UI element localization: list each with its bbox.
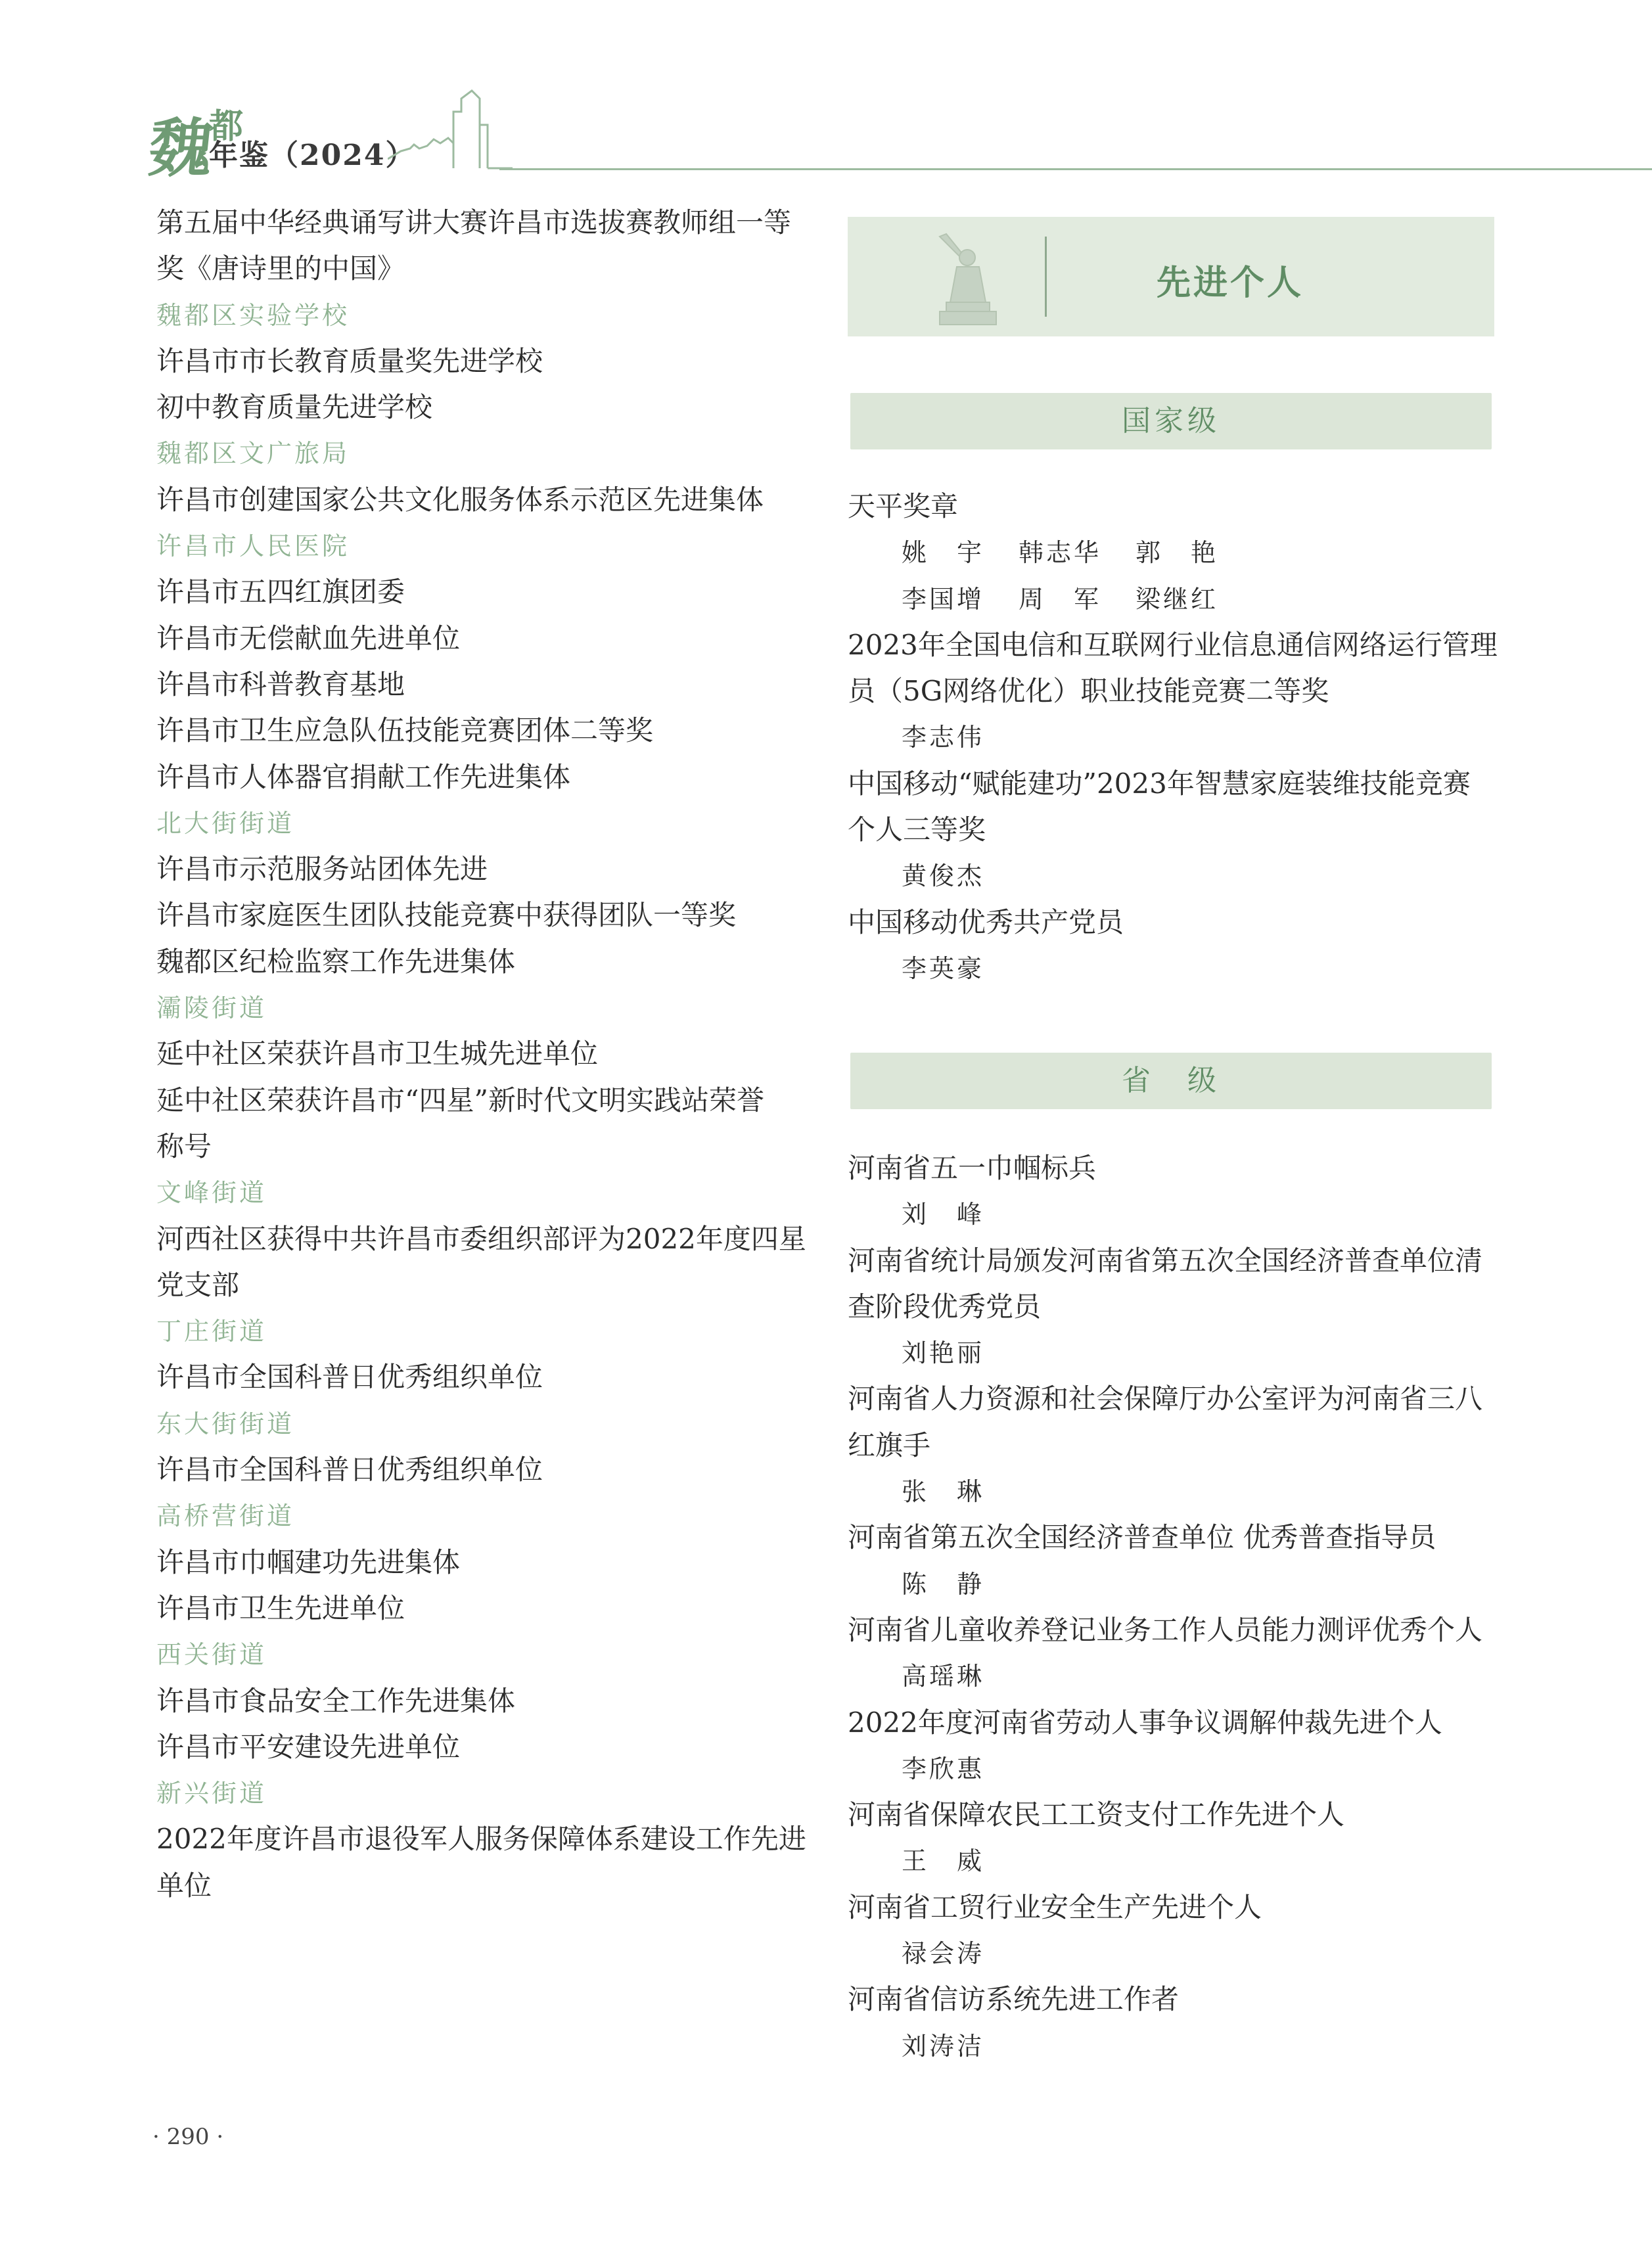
skyline-decoration-icon (388, 85, 513, 171)
award-item: 天平奖章 (848, 490, 959, 522)
national-list (848, 484, 1498, 992)
awardee-names (848, 1653, 1492, 1699)
award-item: 红旗手 (848, 1429, 931, 1461)
award-item: 奖《唐诗里的中国》 (156, 252, 405, 285)
awardee-names (848, 1330, 1492, 1376)
awardee-name: 郭 艳 (1136, 538, 1219, 568)
award-item: 许昌市示范服务站团体先进 (156, 853, 488, 886)
awardee-name: 刘 峰 (902, 1200, 985, 1229)
award-item: 员（5G网络优化）职业技能竞赛二等奖 (848, 675, 1329, 708)
awardee-name: 王 威 (902, 1846, 985, 1876)
awardee-names (848, 853, 1492, 899)
banner-divider (1045, 237, 1047, 317)
awardee-names (848, 1191, 1492, 1237)
award-item: 河南省工贸行业安全生产先进个人 (848, 1890, 1262, 1923)
unit-heading: 许昌市人民医院 (156, 532, 350, 561)
awardee-names (848, 1838, 1492, 1884)
award-item: 河南省信访系统先进工作者 (848, 1983, 1180, 2016)
award-item: 许昌市卫生应急队伍技能竞赛团体二等奖 (156, 714, 654, 747)
awardee-name: 刘艳丽 (902, 1338, 985, 1368)
awardee-names (848, 576, 1492, 622)
awardee-names (848, 530, 1492, 576)
awardee-names (848, 946, 1492, 992)
unit-heading: 丁庄街道 (156, 1317, 267, 1346)
award-item: 许昌市卫生先进单位 (156, 1591, 405, 1624)
provincial-list (848, 1145, 1492, 2069)
award-item: 第五届中华经典诵写讲大赛许昌市选拔赛教师组一等 (156, 206, 792, 239)
award-item: 个人三等奖 (848, 813, 986, 846)
logo-subtitle: 年鉴（2024） (209, 139, 416, 172)
page-number: · 290 · (152, 2124, 224, 2150)
unit-heading: 西关街道 (156, 1640, 267, 1670)
award-item: 许昌市创建国家公共文化服务体系示范区先进集体 (156, 483, 764, 516)
section-banner (848, 217, 1494, 336)
award-item: 魏都区纪检监察工作先进集体 (156, 945, 516, 978)
unit-heading: 北大街街道 (156, 808, 295, 838)
award-item: 2023年全国电信和互联网行业信息通信网络运行管理 (848, 628, 1498, 661)
awardee-names (848, 1469, 1492, 1515)
award-item: 河南省儿童收养登记业务工作人员能力测评优秀个人 (848, 1613, 1483, 1646)
award-item: 许昌市全国科普日优秀组织单位 (156, 1361, 543, 1394)
award-item: 许昌市全国科普日优秀组织单位 (156, 1453, 543, 1486)
award-item: 中国移动优秀共产党员 (848, 905, 1124, 938)
award-item: 许昌市人体器官捐献工作先进集体 (156, 760, 571, 793)
page-header (0, 0, 1652, 184)
award-item: 许昌市平安建设先进单位 (156, 1730, 461, 1763)
award-item: 许昌市无偿献血先进单位 (156, 622, 461, 654)
banner-title: 先进个人 (1157, 263, 1304, 303)
awardee-name: 李志伟 (902, 723, 985, 752)
awardee-name: 李英豪 (902, 953, 985, 983)
logo-char-du: 都 (209, 106, 244, 147)
awardee-names (848, 1746, 1492, 1792)
awardee-name: 李国增 (902, 584, 985, 614)
awardee-name: 陈 静 (902, 1569, 985, 1599)
awardee-name: 刘涛洁 (902, 2031, 985, 2061)
awardee-name: 周 军 (1019, 584, 1102, 614)
award-item: 许昌市巾帼建功先进集体 (156, 1545, 461, 1578)
award-item: 许昌市科普教育基地 (156, 668, 405, 700)
award-item: 河南省统计局颁发河南省第五次全国经济普查单位清 (848, 1244, 1483, 1277)
award-item: 称号 (156, 1130, 212, 1162)
statue-icon (920, 230, 1012, 329)
award-item: 党支部 (156, 1268, 240, 1301)
awardee-name: 梁继红 (1136, 584, 1219, 614)
awardee-name: 李欣惠 (902, 1754, 985, 1783)
awardee-name: 姚 宇 (902, 538, 985, 568)
award-item: 2022年度许昌市退役军人服务保障体系建设工作先进 (156, 1823, 806, 1856)
award-item: 中国移动“赋能建功”2023年智慧家庭装维技能竞赛 (848, 767, 1471, 800)
unit-heading: 魏都区实验学校 (156, 300, 350, 330)
unit-heading: 灞陵街道 (156, 994, 267, 1023)
awardee-names (848, 1561, 1492, 1607)
award-item: 河西社区获得中共许昌市委组织部评为2022年度四星 (156, 1222, 806, 1255)
award-item: 延中社区荣获许昌市卫生城先进单位 (156, 1038, 599, 1070)
unit-heading: 东大街街道 (156, 1409, 295, 1438)
award-item: 河南省人力资源和社会保障厅办公室评为河南省三八 (848, 1383, 1483, 1415)
award-item: 许昌市五四红旗团委 (156, 576, 405, 608)
unit-heading: 魏都区文广旅局 (156, 439, 350, 469)
section-header-national: 国家级 (850, 393, 1492, 449)
awardee-names (848, 2023, 1492, 2069)
awardee-name: 韩志华 (1019, 538, 1102, 568)
unit-heading: 文峰街道 (156, 1178, 267, 1208)
unit-heading: 新兴街道 (156, 1779, 267, 1808)
logo-char-wei: 魏 (145, 111, 217, 185)
award-item: 许昌市家庭医生团队技能竞赛中获得团队一等奖 (156, 899, 737, 932)
award-item: 河南省保障农民工工资支付工作先进个人 (848, 1798, 1345, 1831)
awardee-names (848, 1931, 1492, 1977)
left-column (156, 200, 807, 1909)
section-header-provincial: 省 级 (850, 1053, 1492, 1109)
award-item: 初中教育质量先进学校 (156, 391, 433, 424)
unit-heading: 高桥营街道 (156, 1501, 295, 1531)
award-item: 单位 (156, 1869, 212, 1902)
award-item: 查阶段优秀党员 (848, 1290, 1042, 1323)
award-item: 河南省第五次全国经济普查单位 优秀普查指导员 (848, 1521, 1436, 1554)
awardee-name: 黄俊杰 (902, 861, 985, 891)
awardee-name: 张 琳 (902, 1477, 985, 1507)
header-rule (499, 168, 1652, 170)
awardee-names (848, 714, 1492, 760)
award-item: 许昌市食品安全工作先进集体 (156, 1684, 516, 1717)
award-item: 河南省五一巾帼标兵 (848, 1152, 1097, 1184)
awardee-name: 高瑶琳 (902, 1662, 985, 1691)
award-item: 延中社区荣获许昌市“四星”新时代文明实践站荣誉 (156, 1084, 764, 1116)
awardee-name: 禄会涛 (902, 1939, 985, 1969)
award-item: 许昌市市长教育质量奖先进学校 (156, 344, 543, 377)
award-item: 2022年度河南省劳动人事争议调解仲裁先进个人 (848, 1706, 1442, 1739)
